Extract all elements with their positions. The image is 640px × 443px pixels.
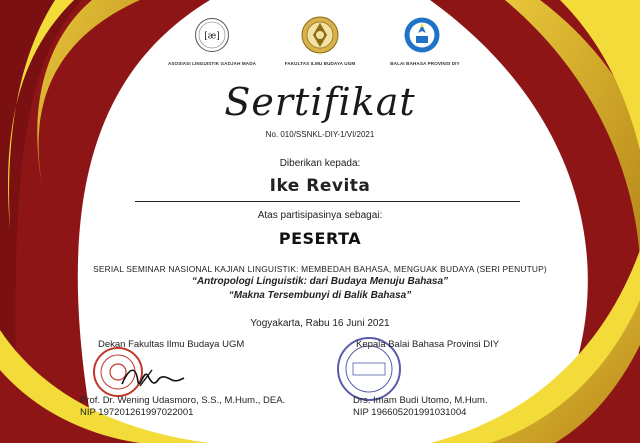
ugm-seal-icon [300, 15, 340, 55]
alg-logo-mark: [æ] [204, 31, 220, 42]
right-signatory-nip: NIP 196605201991031004 [353, 407, 467, 418]
alg-logo-icon [194, 17, 230, 53]
balai-bahasa-caption: BALAI BAHASA PROVINSI DIY [390, 61, 460, 66]
left-signatory-nip: NIP 197201261997022001 [80, 407, 194, 418]
name-underline [135, 201, 520, 202]
left-signatory-name: Prof. Dr. Wening Udasmoro, S.S., M.Hum., DEA. [80, 395, 286, 406]
participant-role: PESERTA [278, 229, 362, 248]
tut-wuri-handayani-icon [403, 16, 441, 54]
right-signatory-name: Drs. Imam Budi Utomo, M.Hum. [353, 395, 488, 406]
left-signatory-title: Dekan Fakultas Ilmu Budaya UGM [98, 339, 245, 350]
ugm-caption: FAKULTAS ILMU BUDAYA UGM [284, 61, 356, 66]
given-to-label: Diberikan kepada: [279, 158, 361, 169]
dean-signature-icon [118, 362, 188, 392]
event-series: SERIAL SEMINAR NASIONAL KAJIAN LINGUISTIK: MEMBEDAH BAHASA, MENGUAK BUDAYA (SERI PENUTUP) [93, 264, 547, 274]
theme-line-2: “Makna Tersembunyi di Balik Bahasa” [228, 290, 412, 301]
right-signatory-title: Kepala Balai Bahasa Provinsi DIY [356, 339, 500, 350]
alg-caption: ASOSIASI LINGUISTIK GADJAH MADA [167, 61, 257, 66]
theme-line-1: “Antropologi Linguistik: dari Budaya Menuju Bahasa” [191, 276, 449, 287]
certificate-title: Sertifikat [224, 80, 416, 124]
certificate-number: No. 010/SSNKL-DIY-1/VI/2021 [265, 130, 375, 139]
participation-label: Atas partisipasinya sebagai: [257, 210, 383, 221]
place-date: Yogyakarta, Rabu 16 Juni 2021 [250, 318, 390, 329]
recipient-name: Ike Revita [269, 176, 371, 196]
